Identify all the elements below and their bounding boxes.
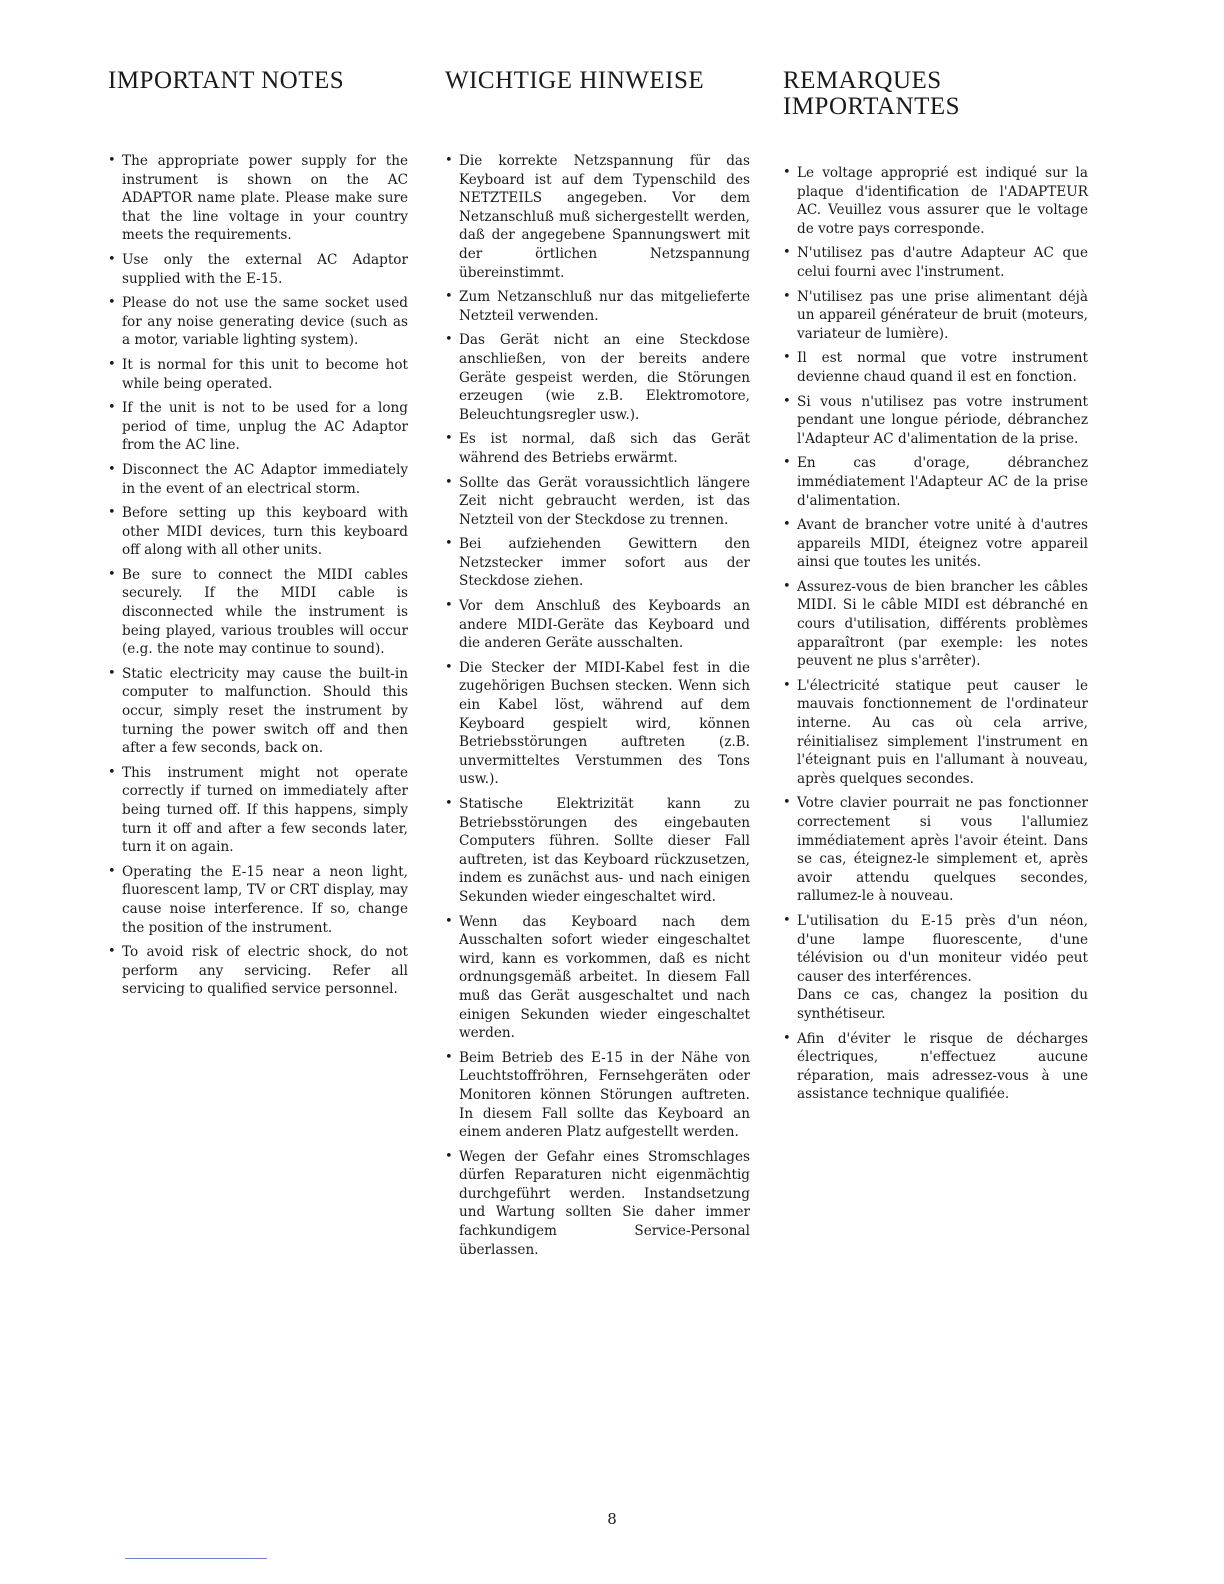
notes-list-english bbox=[108, 152, 408, 999]
page-number: 8 bbox=[607, 1510, 617, 1528]
list-item: • Le voltage approprié est indiqué sur la plaque d'identification de l'ADAPTEUR AC. Veuillez vous assurer que le voltage de votre pays corresponde. bbox=[783, 164, 1088, 238]
notes-list-german bbox=[445, 152, 750, 1259]
list-item: • N'utilisez pas une prise alimentant déjà un appareil générateur de bruit (moteurs, variateur de lumière). bbox=[783, 288, 1088, 344]
list-item: • Sollte das Gerät voraussichtlich längere Zeit nicht gebraucht werden, ist das Netzteil von der Steckdose zu trennen. bbox=[445, 474, 750, 530]
list-item: • Si vous n'utilisez pas votre instrument pendant une longue période, débranchez l'Adapteur AC d'alimentation de la prise. bbox=[783, 393, 1088, 449]
divider bbox=[125, 1558, 267, 1559]
list-item: • Statische Elektrizität kann zu Betriebsstörungen des eingebauten Computers führen. Sollte dieser Fall auftreten, ist das Keyboard rückzusetzen, indem es zunächst aus- und nach einigen Sekunden wieder eingeschaltet wird. bbox=[445, 795, 750, 907]
heading-french: REMARQUES IMPORTANTES bbox=[783, 67, 961, 120]
list-item: • Die Stecker der MIDI-Kabel fest in die zugehörigen Buchsen stecken. Wenn sich ein Kabel löst, während auf dem Keyboard gespielt wird, können Betriebsstörungen auftreten (z.B. unvermitteltes Verstummen des Tons usw.). bbox=[445, 659, 750, 789]
list-item: • L'électricité statique peut causer le mauvais fonctionnement de l'ordinateur interne. Au cas où cela arrive, réinitialisez simplement l'instrument en l'éteignant puis en l'allumant à nouveau, après quelques secondes. bbox=[783, 677, 1088, 789]
list-item: • Wegen der Gefahr eines Stromschlages dürfen Reparaturen nicht eigenmächtig durchgeführt werden. Instandsetzung und Wartung sollten Sie daher immer fachkundigem Service-Personal überlassen. bbox=[445, 1148, 750, 1260]
list-item: • Beim Betrieb des E-15 in der Nähe von Leuchtstoffröhren, Fernsehgeräten oder Monitoren können Störungen auftreten. In diesem Fall sollte das Keyboard an einem anderen Platz aufgestellt werden. bbox=[445, 1049, 750, 1142]
list-item: • Afin d'éviter le risque de décharges électriques, n'effectuez aucune réparation, mais adressez-vous à une assistance technique qualifiée. bbox=[783, 1030, 1088, 1104]
list-item: • Vor dem Anschluß des Keyboards an andere MIDI-Geräte das Keyboard und die anderen Geräte ausschalten. bbox=[445, 597, 750, 653]
list-item: • It is normal for this unit to become hot while being operated. bbox=[108, 356, 408, 393]
list-item: • Das Gerät nicht an eine Steckdose anschließen, von der bereits andere Geräte gespeist werden, die Störungen erzeugen (wie z.B. Elektromotore, Beleuchtungsregler usw.). bbox=[445, 331, 750, 424]
list-item: • Disconnect the AC Adaptor immediately in the event of an electrical storm. bbox=[108, 461, 408, 498]
list-item: • Please do not use the same socket used for any noise generating device (such as a motor, variable lighting system). bbox=[108, 294, 408, 350]
list-item: • To avoid risk of electric shock, do not perform any servicing. Refer all servicing to qualified service personnel. bbox=[108, 943, 408, 999]
list-item: • Be sure to connect the MIDI cables securely. If the MIDI cable is disconnected while the instrument is being played, various troubles will occur (e.g. the note may continue to sound). bbox=[108, 566, 408, 659]
notes-list-french bbox=[783, 164, 1088, 1104]
list-item: • Die korrekte Netzspannung für das Keyboard ist auf dem Typenschild des NETZTEILS angegeben. Vor dem Netzanschluß muß sichergestellt werden, daß der angegebene Spannungswert mit der örtlichen Netzspannung übereinstimmt. bbox=[445, 152, 750, 282]
list-item: • Avant de brancher votre unité à d'autres appareils MIDI, éteignez votre appareil ainsi que toutes les unités. bbox=[783, 516, 1088, 572]
list-item: • En cas d'orage, débranchez immédiatement l'Adapteur AC de la prise d'alimentation. bbox=[783, 454, 1088, 510]
list-item: • Wenn das Keyboard nach dem Ausschalten sofort wieder eingeschaltet wird, kann es vorkommen, daß es nicht ordnungsgemäß arbeitet. In diesem Fall muß das Gerät ausgeschaltet und nach einigen Sekunden wieder eingeschaltet werden. bbox=[445, 913, 750, 1043]
list-item: • Votre clavier pourrait ne pas fonctionner correctement si vous l'allumiez immédiatement après l'avoir éteint. Dans se cas, éteignez-le simplement et, après avoir attendu quelques secondes, rallumez-le à nouveau. bbox=[783, 794, 1088, 906]
list-item: • If the unit is not to be used for a long period of time, unplug the AC Adaptor from the AC line. bbox=[108, 399, 408, 455]
list-item: • Operating the E-15 near a neon light, fluorescent lamp, TV or CRT display, may cause noise interference. If so, change the position of the instrument. bbox=[108, 863, 408, 937]
heading-english: IMPORTANT NOTES bbox=[108, 67, 345, 94]
heading-german: WICHTIGE HINWEISE bbox=[445, 67, 705, 94]
list-item: • The appropriate power supply for the instrument is shown on the AC ADAPTOR name plate. Please make sure that the line voltage in your country meets the requirements. bbox=[108, 152, 408, 245]
list-item: • This instrument might not operate correctly if turned on immediately after being turned off. If this happens, simply turn it off and after a few seconds later, turn it on again. bbox=[108, 764, 408, 857]
list-item: • Il est normal que votre instrument devienne chaud quand il est en fonction. bbox=[783, 349, 1088, 386]
list-item: • Static electricity may cause the built-in computer to malfunction. Should this occur, simply reset the instrument by turning the power switch off and then after a few seconds, back on. bbox=[108, 665, 408, 758]
list-item: • Assurez-vous de bien brancher les câbles MIDI. Si le câble MIDI est débranché en cours d'utilisation, différents problèmes apparaîtront (par exemple: les notes peuvent ne plus s'arrêter). bbox=[783, 578, 1088, 671]
list-item: • N'utilisez pas d'autre Adapteur AC que celui fourni avec l'instrument. bbox=[783, 244, 1088, 281]
list-item: • Use only the external AC Adaptor supplied with the E-15. bbox=[108, 251, 408, 288]
list-item: • Before setting up this keyboard with other MIDI devices, turn this keyboard off along with all other units. bbox=[108, 504, 408, 560]
list-item: • L'utilisation du E-15 près d'un néon, d'une lampe fluorescente, d'une télévision ou d'un moniteur vidéo peut causer des interférences. Dans ce cas, changez la position du synthétiseur. bbox=[783, 912, 1088, 1024]
column-french bbox=[783, 68, 1088, 1110]
column-german bbox=[445, 68, 750, 1265]
list-item: • Bei aufziehenden Gewittern den Netzstecker immer sofort aus der Steckdose ziehen. bbox=[445, 535, 750, 591]
column-english bbox=[108, 68, 408, 1005]
list-item: • Es ist normal, daß sich das Gerät während des Betriebs erwärmt. bbox=[445, 430, 750, 467]
list-item: • Zum Netzanschluß nur das mitgelieferte Netzteil verwenden. bbox=[445, 288, 750, 325]
